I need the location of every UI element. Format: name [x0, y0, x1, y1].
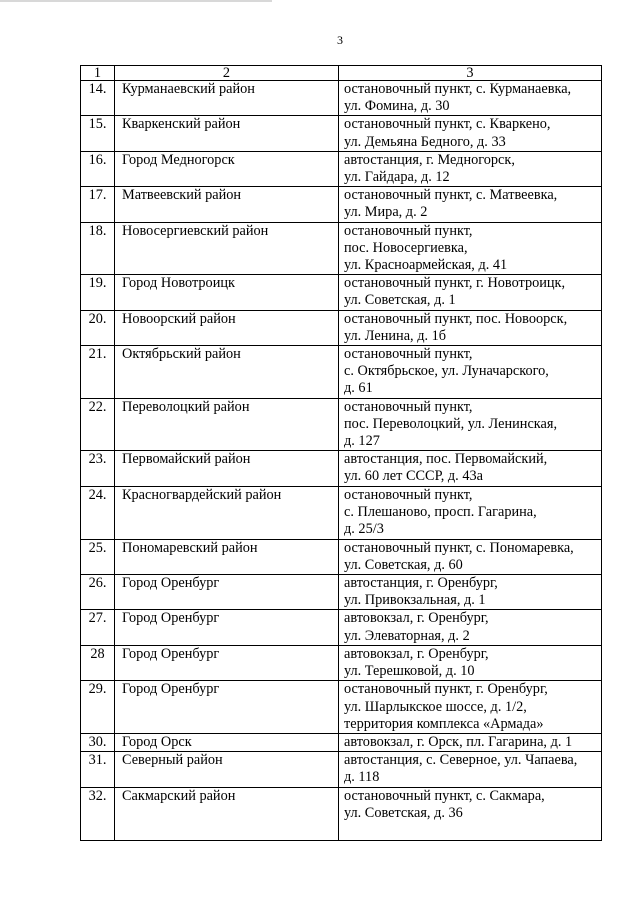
- district-name: Город Оренбург: [115, 681, 339, 734]
- locations-table: [80, 65, 602, 841]
- row-number: 28: [81, 645, 115, 680]
- row-number: 26.: [81, 575, 115, 610]
- row-number: 30.: [81, 733, 115, 751]
- district-name: Переволоцкий район: [115, 398, 339, 451]
- row-number: 20.: [81, 310, 115, 345]
- table-row: [81, 310, 602, 345]
- stop-address: автостанция, пос. Первомайский, ул. 60 лет СССР, д. 43а: [339, 451, 602, 486]
- table-row: [81, 451, 602, 486]
- page-number: 3: [337, 33, 343, 47]
- stop-address: автовокзал, г. Оренбург, ул. Элеваторная, д. 2: [339, 610, 602, 645]
- row-number: 15.: [81, 116, 115, 151]
- district-name: Город Орск: [115, 733, 339, 751]
- district-name: Северный район: [115, 752, 339, 787]
- district-name: Город Медногорск: [115, 151, 339, 186]
- district-name: Первомайский район: [115, 451, 339, 486]
- district-name: Пономаревский район: [115, 539, 339, 574]
- row-number: 32.: [81, 787, 115, 840]
- row-number: 19.: [81, 275, 115, 310]
- district-name: Красногвардейский район: [115, 486, 339, 539]
- table-header-row: [81, 66, 602, 81]
- district-name: Город Оренбург: [115, 575, 339, 610]
- district-name: Город Оренбург: [115, 645, 339, 680]
- row-number: 16.: [81, 151, 115, 186]
- district-name: Город Новотроицк: [115, 275, 339, 310]
- table-row: [81, 275, 602, 310]
- stop-address: автостанция, с. Северное, ул. Чапаева, д. 118: [339, 752, 602, 787]
- stop-address: автостанция, г. Оренбург, ул. Привокзальная, д. 1: [339, 575, 602, 610]
- table-row: [81, 645, 602, 680]
- row-number: 29.: [81, 681, 115, 734]
- table-row: [81, 610, 602, 645]
- stop-address: остановочный пункт, с. Пономаревка, ул. Советская, д. 60: [339, 539, 602, 574]
- stop-address: остановочный пункт, пос. Новосергиевка, ул. Красноармейская, д. 41: [339, 222, 602, 275]
- table-row: [81, 681, 602, 734]
- stop-address: автовокзал, г. Оренбург, ул. Терешковой, д. 10: [339, 645, 602, 680]
- district-name: Новосергиевский район: [115, 222, 339, 275]
- table-row: [81, 81, 602, 116]
- table-row: [81, 187, 602, 222]
- stop-address: остановочный пункт, с. Курманаевка, ул. Фомина, д. 30: [339, 81, 602, 116]
- header-col-1: 1: [81, 66, 115, 81]
- district-name: Кваркенский район: [115, 116, 339, 151]
- table-row: [81, 486, 602, 539]
- stop-address: остановочный пункт, г. Новотроицк, ул. Советская, д. 1: [339, 275, 602, 310]
- district-name: Новоорский район: [115, 310, 339, 345]
- stop-address: автовокзал, г. Орск, пл. Гагарина, д. 1: [339, 733, 602, 751]
- row-number: 27.: [81, 610, 115, 645]
- table-row: [81, 575, 602, 610]
- row-number: 18.: [81, 222, 115, 275]
- row-number: 24.: [81, 486, 115, 539]
- row-number: 14.: [81, 81, 115, 116]
- stop-address: остановочный пункт, с. Сакмара, ул. Советская, д. 36: [339, 787, 602, 840]
- table-row: [81, 787, 602, 840]
- district-name: Октябрьский район: [115, 346, 339, 399]
- table-row: [81, 222, 602, 275]
- district-name: Город Оренбург: [115, 610, 339, 645]
- row-number: 22.: [81, 398, 115, 451]
- table-row: [81, 151, 602, 186]
- header-col-2: 2: [115, 66, 339, 81]
- district-name: Курманаевский район: [115, 81, 339, 116]
- stop-address: остановочный пункт, г. Оренбург, ул. Шарлыкское шоссе, д. 1/2, территория комплекса «Армада»: [339, 681, 602, 734]
- row-number: 23.: [81, 451, 115, 486]
- table-row: [81, 346, 602, 399]
- stop-address: остановочный пункт, с. Матвеевка, ул. Мира, д. 2: [339, 187, 602, 222]
- stop-address: остановочный пункт, с. Плешаново, просп. Гагарина, д. 25/3: [339, 486, 602, 539]
- stop-address: остановочный пункт, с. Октябрьское, ул. Луначарского, д. 61: [339, 346, 602, 399]
- table-row: [81, 539, 602, 574]
- row-number: 25.: [81, 539, 115, 574]
- row-number: 17.: [81, 187, 115, 222]
- stop-address: остановочный пункт, пос. Переволоцкий, ул. Ленинская, д. 127: [339, 398, 602, 451]
- table-row: [81, 398, 602, 451]
- table-row: [81, 733, 602, 751]
- stop-address: автостанция, г. Медногорск, ул. Гайдара, д. 12: [339, 151, 602, 186]
- top-divider-line: [0, 0, 272, 2]
- header-col-3: 3: [339, 66, 602, 81]
- table-row: [81, 116, 602, 151]
- table-row: [81, 752, 602, 787]
- district-name: Матвеевский район: [115, 187, 339, 222]
- stop-address: остановочный пункт, с. Кваркено, ул. Демьяна Бедного, д. 33: [339, 116, 602, 151]
- district-name: Сакмарский район: [115, 787, 339, 840]
- stop-address: остановочный пункт, пос. Новоорск, ул. Ленина, д. 1б: [339, 310, 602, 345]
- row-number: 31.: [81, 752, 115, 787]
- row-number: 21.: [81, 346, 115, 399]
